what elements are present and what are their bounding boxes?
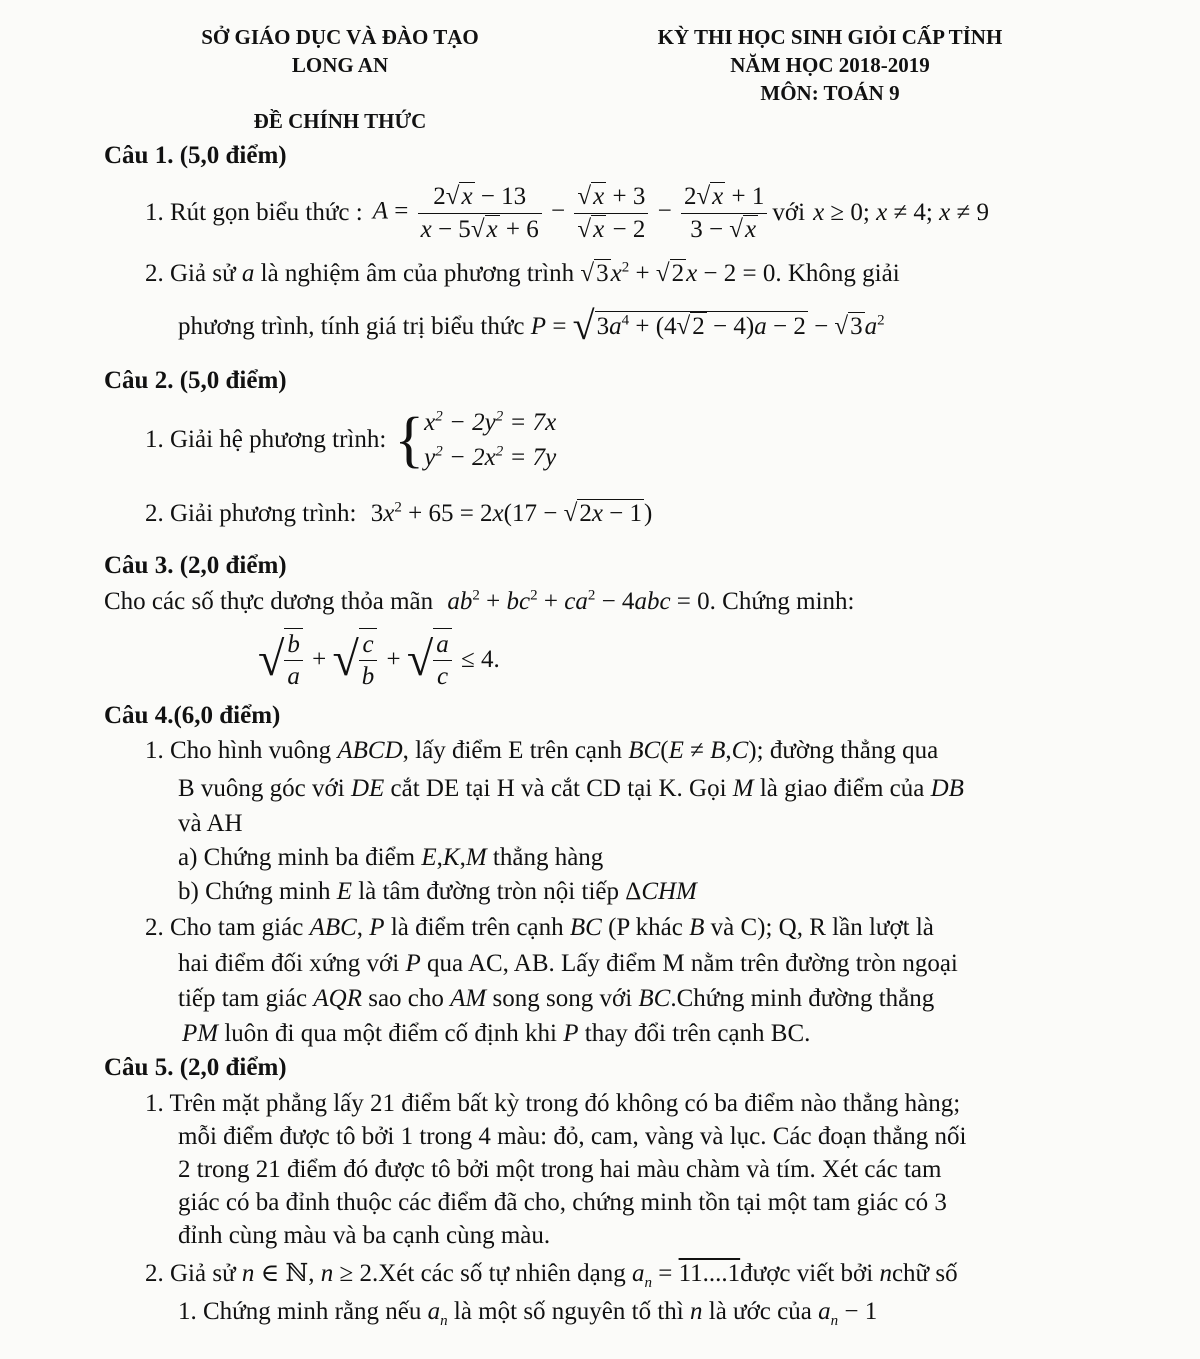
- q2-part2-label: 2. Giải phương trình:: [145, 500, 357, 527]
- q2-title: Câu 2. (5,0 điểm): [104, 367, 287, 394]
- subject: MÔN: TOÁN 9: [760, 81, 900, 105]
- q4-part2-line3: tiếp tam giác AQR sao cho AM song song với BC.Chứng minh đường thẳng: [178, 985, 935, 1012]
- q2-part1-label: 1. Giải hệ phương trình:: [145, 425, 387, 453]
- exam-title: KỲ THI HỌC SINH GIỎI CẤP TỈNH: [657, 25, 1003, 49]
- q1-part2-text-c: Không giải: [787, 260, 900, 287]
- q4-text-2b: cắt DE tại H và cắt CD tại K. Gọi: [390, 775, 727, 802]
- q1-title: Câu 1. (5,0 điểm): [104, 142, 287, 169]
- q1-condition-label: với: [772, 198, 806, 226]
- q4-p2-text-k: luôn đi qua một điểm cố định khi: [224, 1020, 557, 1047]
- q3-condition: $ab^2 + bc^2 + ca^2 - 4abc = 0$.: [447, 587, 716, 615]
- q4-p2-text-l: thay đổi trên cạnh BC.: [584, 1020, 811, 1047]
- q5-text-e: 1. Chứng minh rằng nếu: [178, 1298, 422, 1325]
- q1-equation: $√3x^2 + √2x - 2 = 0$.: [580, 259, 782, 287]
- q3-title: Câu 3. (2,0 điểm): [104, 552, 287, 579]
- q5-part2-line1: 2. Giả sử n ∈ ℕ, n ≥ 2.Xét các số tự nhiên dạng $a_n$ = 11....1được viết bởi nchữ số: [145, 1260, 958, 1291]
- q1-expression-p: $P = √3a^4 + (4√2 - 4)a - 2 - √3a^2$: [530, 303, 885, 348]
- q5-text-b: Xét các số tự nhiên dạng: [378, 1260, 626, 1287]
- q1-part2-text-d: phương trình, tính giá trị biểu thức: [178, 313, 525, 341]
- q3-line1: [104, 586, 854, 619]
- q4-part1-b: b) Chứng minh E là tâm đường tròn nội tiếp ΔCHM: [178, 878, 697, 905]
- q5-part1-line5: đỉnh cùng màu và ba cạnh cùng màu.: [178, 1222, 551, 1249]
- q5-title: Câu 5. (2,0 điểm): [104, 1054, 287, 1081]
- q5-text-a: 2. Giả sử: [145, 1260, 236, 1287]
- q4-p2-text-f: qua AC, AB. Lấy điểm M nằm trên đường tròn ngoại: [426, 950, 958, 977]
- q5-part1-line4: giác có ba đỉnh thuộc các điểm đã cho, chứng minh tồn tại một tam giác có 3: [178, 1189, 947, 1216]
- q1-part2-line2: [178, 303, 885, 348]
- q1-part2-line1: 2. Giả sử a là nghiệm âm của phương trình $√3x^2 + √2x - 2 = 0$. Không giải: [145, 259, 900, 287]
- department-name: SỞ GIÁO DỤC VÀ ĐÀO TẠO: [201, 25, 479, 49]
- q4-text-1a: 1. Cho hình vuông: [145, 737, 332, 764]
- q1-condition: x ≥ 0; x ≠ 4; x ≠ 9: [813, 198, 989, 226]
- equation-system: $x^2 - 2y^2 = 7x$ $y^2 - 2x^2 = 7y$: [424, 408, 557, 471]
- q4-p2-text-a: 2. Cho tam giác: [145, 914, 304, 941]
- q4-part1-a: a) Chứng minh ba điểm E,K,M thẳng hàng: [178, 844, 604, 871]
- q5-part1-line1: 1. Trên mặt phẳng lấy 21 điểm bất kỳ trong đó không có ba điểm nào thẳng hàng;: [145, 1090, 961, 1117]
- q4-a-label: a) Chứng minh ba điểm: [178, 844, 416, 871]
- q4-part1-line2: B vuông góc với DE cắt DE tại H và cắt CD tại K. Gọi M là giao điểm của DB: [178, 775, 964, 802]
- q5-part2-line2: 1. Chứng minh rằng nếu $a_n$ là một số nguyên tố thì n là ước của $a_n - 1$: [178, 1298, 878, 1329]
- q5-text-c: được viết bởi: [740, 1260, 874, 1287]
- system-brace: {: [394, 406, 425, 474]
- q4-part1-line1: 1. Cho hình vuông ABCD, lấy điểm E trên cạnh BC(E ≠ B,C); đường thẳng qua: [145, 737, 939, 764]
- q2-part2: [145, 498, 652, 531]
- q4-b-tail: là tâm đường tròn nội tiếp: [358, 878, 619, 905]
- q4-p2-text-b: là điểm trên cạnh: [390, 914, 564, 941]
- q2-part1: [145, 400, 556, 480]
- q5-part1-line2: mỗi điểm được tô bởi 1 trong 4 màu: đỏ, cam, vàng và lục. Các đoạn thẳng nối: [178, 1123, 967, 1150]
- q4-part2-line4: PM luôn đi qua một điểm cố định khi P thay đổi trên cạnh BC.: [182, 1020, 811, 1047]
- q4-p2-text-j: Chứng minh đường thẳng: [676, 985, 935, 1012]
- q3-text-b: Chứng minh:: [722, 588, 855, 615]
- q5-text-g: là ước của: [708, 1298, 812, 1325]
- q4-text-2c: là giao điểm của: [759, 775, 925, 802]
- q2-equation: $3x^2 + 65 = 2x(17 - √2x - 1)$: [370, 499, 653, 527]
- q5-text-f: là một số nguyên tố thì: [453, 1298, 684, 1325]
- q4-text-2a: B vuông góc với: [178, 775, 345, 802]
- q4-p2-text-c: (P khác: [608, 914, 683, 941]
- q4-b-label: b) Chứng minh: [178, 878, 331, 905]
- q1-expression-a: A = $\frac{2√x - 13}{x - 5√x + 6}$ − $\frac{√x + 3}{√x - 2}$ − $\frac{2√x + 1}{3 - √x}$: [373, 181, 771, 245]
- q3-inequality: √ $\frac{b}{a}$ + √ $\frac{c}{b}$ + √ $\frac{a}{c}$ ≤ 4.: [258, 622, 500, 698]
- q1-part1-label: 1. Rút gọn biểu thức :: [145, 198, 363, 226]
- q4-p2-text-e: hai điểm đối xứng với: [178, 950, 400, 977]
- q5-part1-line3: 2 trong 21 điểm đó được tô bởi một trong hai màu chàm và tím. Xét các tam: [178, 1156, 942, 1183]
- q4-p2-text-d: và C); Q, R lần lượt là: [710, 914, 934, 941]
- province-name: LONG AN: [291, 53, 389, 77]
- q4-p2-text-g: tiếp tam giác: [178, 985, 308, 1012]
- q4-text-1b: lấy điểm E trên cạnh: [415, 737, 623, 764]
- q1-part2-text-b: là nghiệm âm của phương trình: [260, 260, 575, 287]
- school-year: NĂM HỌC 2018-2019: [730, 53, 930, 77]
- q1-part1: [145, 178, 989, 248]
- q4-p2-text-h: sao cho: [368, 985, 444, 1012]
- q5-text-d: chữ số: [891, 1260, 958, 1287]
- q4-title: Câu 4.(6,0 điểm): [104, 702, 281, 729]
- q4-part2-line1: 2. Cho tam giác ABC, P là điểm trên cạnh BC (P khác B và C); Q, R lần lượt là: [145, 914, 934, 941]
- q4-part1-line3: và AH: [178, 810, 243, 837]
- q3-text-a: Cho các số thực dương thỏa mãn: [104, 588, 434, 615]
- q4-part2-line2: hai điểm đối xứng với P qua AC, AB. Lấy điểm M nằm trên đường tròn ngoại: [178, 950, 958, 977]
- q4-p2-text-i: song song với: [492, 985, 633, 1012]
- q4-a-tail: thẳng hàng: [492, 844, 604, 871]
- q1-part2-text-a: 2. Giả sử: [145, 260, 236, 287]
- q4-text-1c: đường thẳng qua: [769, 737, 939, 764]
- official-label: ĐỀ CHÍNH THỨC: [253, 109, 427, 133]
